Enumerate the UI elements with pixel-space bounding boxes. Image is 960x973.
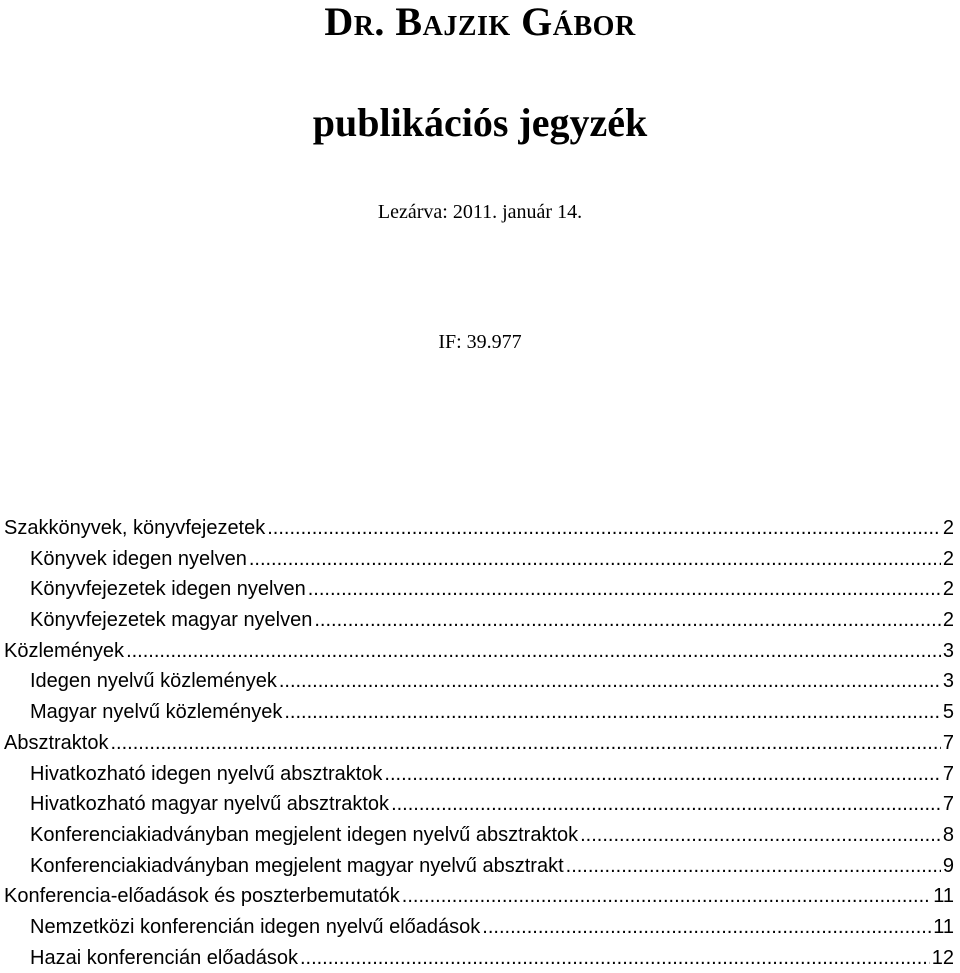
toc-entry[interactable] — [4, 728, 954, 759]
toc-leader-dots — [308, 574, 941, 604]
impact-factor: IF: 39.977 — [438, 331, 522, 353]
toc-entry-label: Konferenciakiadványban megjelent magyar nyelvű absztrakt — [30, 854, 564, 877]
toc-leader-dots — [249, 544, 941, 574]
toc-page-number: 8 — [942, 823, 954, 846]
author-name: Dr. Bajzik Gábor — [324, 0, 636, 44]
toc-entry-label: Könyvfejezetek idegen nyelven — [30, 578, 306, 601]
toc-entry[interactable] — [4, 851, 954, 882]
toc-entry-label: Közlemények — [4, 639, 125, 662]
toc-entry[interactable] — [4, 697, 954, 728]
toc-entry[interactable] — [4, 574, 954, 605]
toc-page-number: 2 — [942, 609, 954, 632]
toc-entry-label: Nemzetközi konferencián idegen nyelvű előadások — [30, 915, 481, 938]
toc-page-number: 7 — [942, 793, 954, 816]
toc-leader-dots — [482, 912, 931, 942]
toc-entry-label: Konferencia-előadások és poszterbemutatók — [4, 885, 400, 908]
toc-leader-dots — [267, 513, 941, 543]
toc-page-number: 3 — [942, 670, 954, 693]
toc-entry[interactable] — [4, 605, 954, 636]
toc-entry-label: Szakkönyvek, könyvfejezetek — [4, 517, 266, 539]
toc-entry-label: Idegen nyelvű közlemények — [30, 670, 277, 693]
toc-leader-dots — [391, 789, 941, 819]
toc-leader-dots — [384, 759, 940, 789]
toc-leader-dots — [279, 666, 941, 696]
toc-page-number: 2 — [942, 547, 954, 570]
toc-page-number: 3 — [942, 639, 954, 662]
toc-leader-dots — [566, 851, 941, 881]
toc-entry-label: Könyvek idegen nyelven — [30, 547, 247, 570]
document-title: publikációs jegyzék — [312, 100, 648, 145]
toc-entry-label: Absztraktok — [4, 731, 109, 754]
toc-entry[interactable] — [4, 789, 954, 820]
closed-date: Lezárva: 2011. január 14. — [377, 201, 583, 223]
toc-entry-label: Könyvfejezetek magyar nyelven — [30, 609, 313, 632]
toc-leader-dots — [314, 605, 941, 635]
toc-entry[interactable] — [4, 820, 954, 851]
toc-entry[interactable] — [4, 881, 954, 912]
toc-leader-dots — [284, 697, 941, 727]
toc-entry[interactable] — [4, 513, 954, 544]
toc-entry-label: Hivatkozható magyar nyelvű absztraktok — [30, 793, 390, 816]
toc-entry[interactable] — [4, 943, 954, 973]
toc-entry[interactable] — [4, 912, 954, 943]
table-of-contents — [4, 513, 954, 973]
toc-page-number: 11 — [933, 915, 954, 938]
toc-entry-label: Hazai konferencián előadások — [30, 946, 298, 969]
toc-leader-dots — [580, 820, 941, 850]
toc-page-number: 11 — [933, 885, 954, 908]
toc-page-number: 2 — [942, 517, 954, 539]
toc-page-number: 7 — [942, 762, 954, 785]
toc-page-number: 7 — [942, 731, 954, 754]
toc-leader-dots — [110, 728, 940, 758]
toc-page-number: 2 — [942, 578, 954, 601]
toc-entry-label: Magyar nyelvű közlemények — [30, 701, 283, 724]
toc-leader-dots — [402, 881, 931, 911]
toc-entry[interactable] — [4, 636, 954, 667]
toc-entry-label: Hivatkozható idegen nyelvű absztraktok — [30, 762, 383, 785]
toc-entry[interactable] — [4, 544, 954, 575]
toc-page-number: 12 — [931, 946, 954, 969]
toc-entry-label: Konferenciakiadványban megjelent idegen nyelvű absztraktok — [30, 823, 579, 846]
toc-leader-dots — [300, 943, 930, 973]
toc-leader-dots — [126, 636, 941, 666]
toc-entry[interactable] — [4, 759, 954, 790]
toc-page-number: 9 — [942, 854, 954, 877]
toc-page-number: 5 — [942, 701, 954, 724]
toc-entry[interactable] — [4, 666, 954, 697]
